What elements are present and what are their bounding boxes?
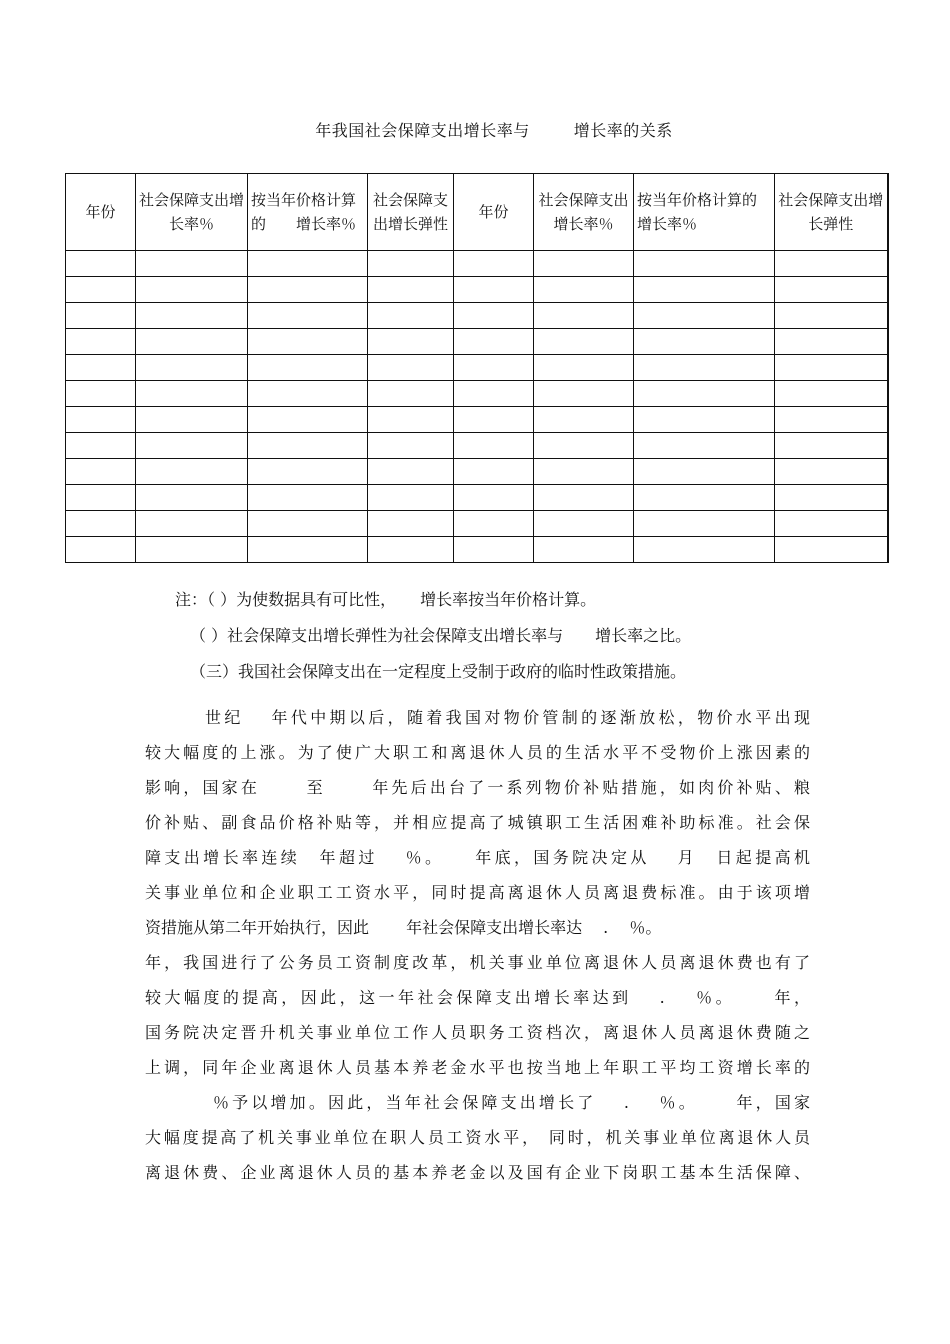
body-line: 较大幅度的提高，因此，这一年社会保障支出增长率达到 . ％。 年， [145, 988, 810, 1007]
table-cell [634, 329, 775, 355]
table-row [66, 251, 888, 277]
body-line: 年，我国进行了公务员工资制度改革，机关事业单位离退休人员离退休费也有了 [145, 953, 810, 972]
table-cell [775, 303, 888, 329]
table-cell [634, 537, 775, 563]
table-cell [634, 485, 775, 511]
title-part-1: 年我国社会保障支出增长率与 [315, 121, 530, 140]
table-cell [66, 459, 136, 485]
table-cell [775, 381, 888, 407]
section-heading-3: （三）我国社会保障支出在一定程度上受制于政府的临时性政策措施。 [190, 662, 687, 681]
table-title [0, 118, 950, 141]
table-cell [454, 485, 534, 511]
table-cell [136, 303, 248, 329]
table-header-row [66, 174, 888, 251]
table-cell [136, 355, 248, 381]
table-cell [634, 511, 775, 537]
table-cell [534, 329, 634, 355]
table-cell [634, 407, 775, 433]
table-cell [368, 511, 454, 537]
table-cell [454, 381, 534, 407]
table-row [66, 329, 888, 355]
table-cell [454, 329, 534, 355]
note-2: （ ）社会保障支出增长弹性为社会保障支出增长率与 增长率之比。 [190, 626, 692, 645]
table-row [66, 459, 888, 485]
table-cell [775, 537, 888, 563]
table-cell [248, 511, 368, 537]
table-row [66, 277, 888, 303]
table-cell [248, 459, 368, 485]
table-cell [634, 303, 775, 329]
table-cell [66, 303, 136, 329]
table-cell [66, 511, 136, 537]
table-cell [534, 459, 634, 485]
table-cell [775, 329, 888, 355]
table-cell [454, 537, 534, 563]
table-row [66, 355, 888, 381]
table-row [66, 407, 888, 433]
table-cell [454, 433, 534, 459]
table-row [66, 303, 888, 329]
title-part-2: 增长率的关系 [573, 121, 673, 140]
table-cell [66, 381, 136, 407]
table-row [66, 511, 888, 537]
table-cell [66, 251, 136, 277]
table-row [66, 485, 888, 511]
table-cell [775, 433, 888, 459]
body-line: 障支出增长率连续 年超过 ％。 年底，国务院决定从 月 日起提高机 [145, 848, 810, 867]
table-cell [368, 407, 454, 433]
header-elasticity-2: 社会保障支出增长弹性 [775, 174, 888, 251]
table-row [66, 433, 888, 459]
table-cell [368, 277, 454, 303]
table-cell [454, 355, 534, 381]
table-cell [248, 355, 368, 381]
table-cell [66, 407, 136, 433]
table-cell [136, 251, 248, 277]
table-cell [368, 537, 454, 563]
table-cell [634, 381, 775, 407]
body-line: 世纪 年代中期以后，随着我国对物价管制的逐渐放松，物价水平出现 [205, 708, 810, 727]
table-row [66, 381, 888, 407]
table-cell [248, 329, 368, 355]
table-cell [368, 485, 454, 511]
table-cell [368, 459, 454, 485]
header-current-price-growth: 按当年价格计算的 增长率％ [248, 174, 368, 251]
table-cell [634, 355, 775, 381]
table-cell [454, 511, 534, 537]
table-cell [634, 459, 775, 485]
table-cell [248, 381, 368, 407]
table-cell [775, 459, 888, 485]
table-body [66, 251, 888, 563]
table-cell [775, 355, 888, 381]
table-cell [634, 433, 775, 459]
table-cell [454, 459, 534, 485]
table-cell [534, 537, 634, 563]
table-cell [136, 459, 248, 485]
table-cell [368, 251, 454, 277]
table-cell [66, 329, 136, 355]
table-row [66, 537, 888, 563]
body-line: 大幅度提高了机关事业单位在职人员工资水平， 同时，机关事业单位离退休人员 [145, 1128, 810, 1147]
header-year: 年份 [66, 174, 136, 251]
body-line: ％予以增加。因此，当年社会保障支出增长了 . ％。 年，国家 [213, 1093, 810, 1112]
table-cell [248, 407, 368, 433]
table-cell [248, 251, 368, 277]
header-elasticity: 社会保障支出增长弹性 [368, 174, 454, 251]
table-cell [248, 485, 368, 511]
table-cell [454, 251, 534, 277]
table-cell [136, 407, 248, 433]
note-1: 注：（ ）为使数据具有可比性， 增长率按当年价格计算。 [175, 590, 597, 609]
table-cell [775, 485, 888, 511]
table-cell [66, 355, 136, 381]
table-cell [534, 251, 634, 277]
body-line: 关事业单位和企业职工工资水平，同时提高离退休人员离退费标准。由于该项增 [145, 883, 810, 902]
table-cell [248, 433, 368, 459]
table-cell [775, 277, 888, 303]
table-cell [368, 303, 454, 329]
table-cell [136, 277, 248, 303]
table-cell [534, 485, 634, 511]
body-line: 离退休费、企业离退休人员的基本养老金以及国有企业下岗职工基本生活保障、 [145, 1163, 810, 1182]
body-line: 上调，同年企业离退休人员基本养老金水平也按当地上年职工平均工资增长率的 [145, 1058, 810, 1077]
table-cell [454, 277, 534, 303]
table-cell [66, 485, 136, 511]
body-paragraph [145, 700, 810, 1190]
table-cell [775, 511, 888, 537]
table-cell [454, 407, 534, 433]
table-cell [534, 433, 634, 459]
table-cell [534, 381, 634, 407]
table-cell [534, 303, 634, 329]
body-line: 国务院决定晋升机关事业单位工作人员职务工资档次，离退休人员离退休费随之 [145, 1023, 810, 1042]
table-cell [634, 277, 775, 303]
table-cell [534, 355, 634, 381]
table-cell [66, 537, 136, 563]
header-social-security-growth-2: 社会保障支出增长率％ [534, 174, 634, 251]
table-cell [454, 303, 534, 329]
body-line: 较大幅度的上涨。为了使广大职工和离退休人员的生活水平不受物价上涨因素的 [145, 743, 810, 762]
table-cell [136, 433, 248, 459]
table-cell [136, 329, 248, 355]
body-line: 资措施从第二年开始执行，因此 年社会保障支出增长率达 . ％。 [145, 918, 662, 937]
table-cell [368, 329, 454, 355]
body-line: 影响，国家在 至 年先后出台了一系列物价补贴措施，如肉价补贴、粮 [145, 778, 810, 797]
table-cell [368, 381, 454, 407]
table-cell [66, 277, 136, 303]
table-cell [248, 277, 368, 303]
table-cell [534, 277, 634, 303]
table-cell [248, 537, 368, 563]
table-cell [136, 537, 248, 563]
table-cell [66, 433, 136, 459]
table-cell [634, 251, 775, 277]
growth-relation-table [65, 173, 889, 563]
table-cell [775, 251, 888, 277]
table-cell [136, 381, 248, 407]
header-current-price-growth-2: 按当年价格计算的 增长率％ [634, 174, 775, 251]
body-line: 价补贴、副食品价格补贴等，并相应提高了城镇职工生活困难补助标准。社会保 [145, 813, 810, 832]
table-cell [136, 511, 248, 537]
table-cell [368, 433, 454, 459]
table-cell [534, 407, 634, 433]
header-year-2: 年份 [454, 174, 534, 251]
table-cell [775, 407, 888, 433]
header-social-security-growth: 社会保障支出增长率％ [136, 174, 248, 251]
table-cell [248, 303, 368, 329]
table-cell [534, 511, 634, 537]
table-cell [368, 355, 454, 381]
table-cell [136, 485, 248, 511]
